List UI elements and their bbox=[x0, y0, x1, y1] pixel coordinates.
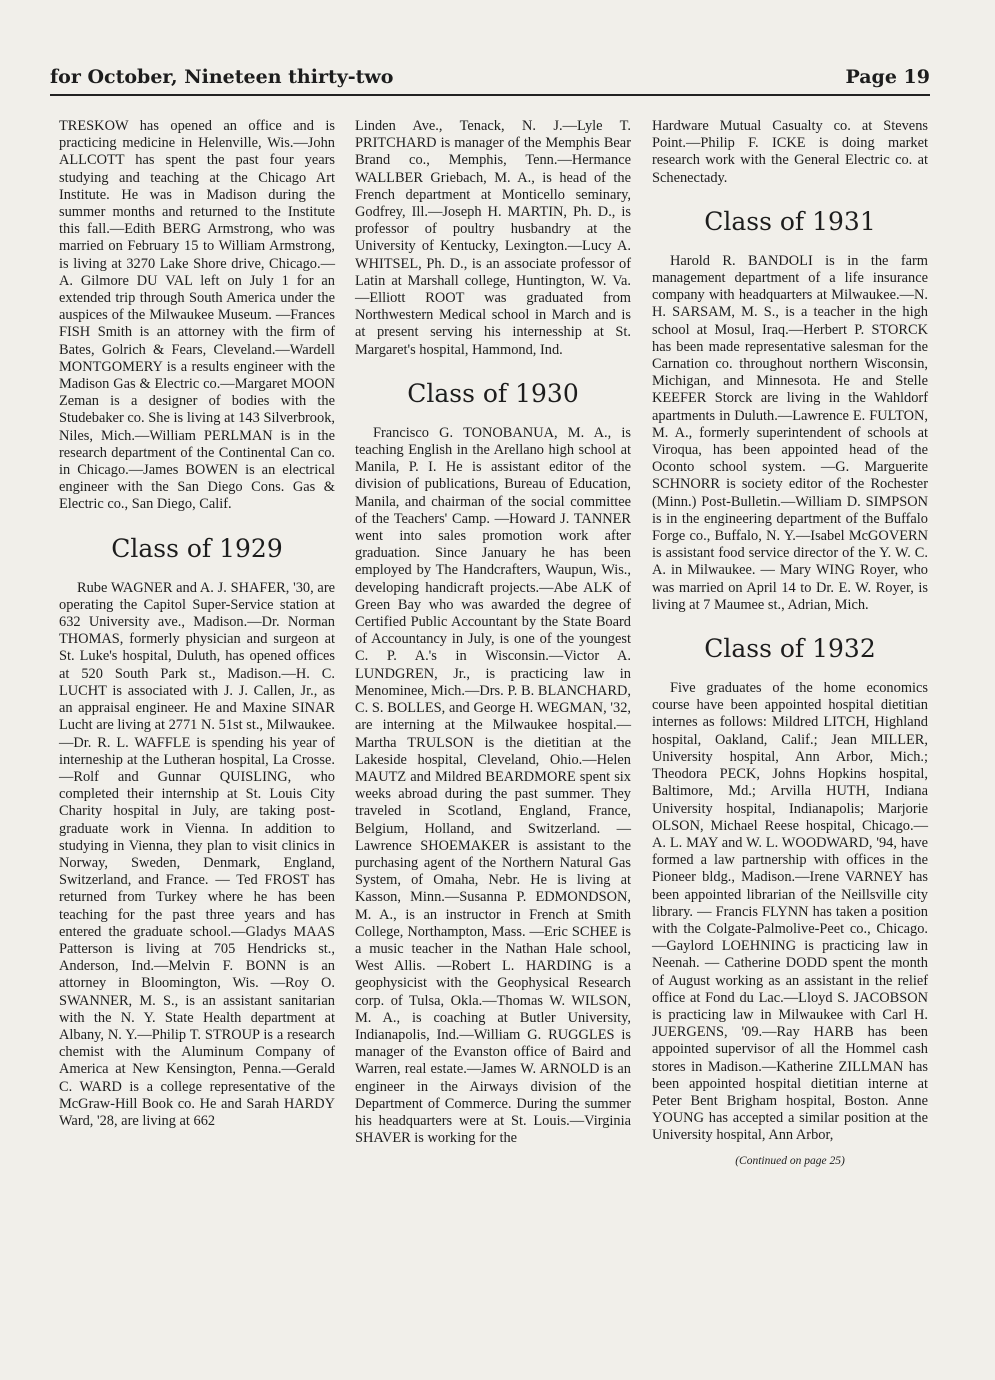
heading-class-of-1929: Class of 1929 bbox=[111, 533, 283, 563]
page-header bbox=[50, 64, 930, 96]
heading-class-of-1931: Class of 1931 bbox=[704, 206, 876, 236]
paragraph-continued: Hardware Mutual Casualty co. at Stevens Point.—Philip F. ICKE is doing market research work with the General Electric co. at Schenectady. bbox=[652, 118, 928, 186]
column-middle bbox=[355, 118, 631, 1147]
column-right bbox=[652, 118, 928, 1170]
continued-note: (Continued on page 25) bbox=[735, 1154, 845, 1167]
paragraph-class-1932: Five graduates of the home economics course have been appointed hospital dietitian internes as follows: Mildred LITCH, Highland hospital, Oakland, Calif.; Jean MILLER, University hospital, Ann Arbor, Mich.; Theodora PECK, Johns Hopkins hospital, Baltimore, Md.; Arvilla HUTH, Indiana University hospital, Indianapolis; Marjorie OLSON, Michael Reese hospital, Chicago.—A. L. MAY and W. L. WOODWARD, '94, have formed a law partnership with offices in the Pioneer bldg., Madison.—Irene VARNEY has been appointed librarian of the Neillsville city library. — Francis FLYNN has taken a position with the Colgate-Palmolive-Peet co., Chicago.—Gaylord LOEHNING is practicing law in Neenah. — Catherine DODD spent the month of August working as an assistant in the relief office at Fond du Lac.—Lloyd S. JACOBSON is practicing law in Milwaukee with Carl H. JUERGENS, '09.—Ray HARB has been appointed supervisor of all the Hommel cash stores in Madison.—Katherine ZILLMAN has been appointed hospital dietitian interne at Peter Bent Brigham hospital, Boston. Anne YOUNG has accepted a similar position at the University hospital, Ann Arbor, bbox=[652, 680, 928, 1144]
heading-class-of-1930: Class of 1930 bbox=[407, 378, 579, 408]
issue-date: for October, Nineteen thirty-two bbox=[50, 66, 394, 88]
page-number: Page 19 bbox=[845, 66, 930, 88]
paragraph-continued: TRESKOW has opened an office and is practicing medicine in Helenville, Wis.—John ALLCOTT has spent the past four years studying and teaching at the Chicago Art Institute. He was in Madison during the summer months and returned to the Institute this fall.—Edith BERG Armstrong, who was married on February 15 to William Armstrong, is living at 3270 Lake Shore drive, Chicago.—A. Gilmore DU VAL left on July 1 for an extended trip through South America under the auspices of the Milwaukee Museum. —Frances FISH Smith is an attorney with the firm of Bates, Golrich & Fears, Cleveland.—Wardell MONTGOMERY is a results engineer with the Madison Gas & Electric co.—Margaret MOON Zeman is a designer of bodies with the Studebaker co. She is living at 143 Silverbrook, Niles, Mich.—William PERLMAN is in the research department of the Continental Can co. in Chicago.—James BOWEN is an electrical engineer with the San Diego Cons. Gas & Electric co., San Diego, Calif. bbox=[59, 118, 335, 513]
column-left bbox=[59, 118, 335, 1130]
paragraph-continued: Linden Ave., Tenack, N. J.—Lyle T. PRITCHARD is manager of the Memphis Bear Brand co., Memphis, Tenn.—Hermance WALLBER Griebach, M. A., is head of the French department at Monticello seminary, Godfrey, Ill.—Joseph H. MARTIN, Ph. D., is professor of poultry husbandry at the University of Kentucky, Lexington.—Lucy A. WHITSEL, Ph. D., is an associate professor of Latin at Marshall college, Huntington, W. Va.—Elliott ROOT was graduated from Northwestern Medical school in March and is at present serving his internesship at St. Margaret's hospital, Hammond, Ind. bbox=[355, 118, 631, 358]
paragraph-class-1930: Francisco G. TONOBANUA, M. A., is teaching English in the Arellano high school at Manila, P. I. He is assistant editor of the division of publications, Bureau of Education, Manila, and chairman of the social committee of the Teachers' Camp. —Howard J. TANNER went into sales promotion work after graduation. Since January he has been employed by The Handcrafters, Waupun, Wis., developing handicraft projects.—Abe ALK of Green Bay who was awarded the degree of Certified Public Accountant by the State Board of Accountancy in July, is one of the youngest C. P. A.'s in Wisconsin.—Victor A. LUNDGREN, Jr., is practicing law in Menominee, Mich.—Drs. P. B. BLANCHARD, C. S. BOLLES, and George H. WEGMAN, '32, are interning at the Milwaukee hospital.—Martha TRULSON is the dietitian at the Lakeside hospital, Cleveland, Ohio.—Helen MAUTZ and Mildred BEARDMORE spent six weeks abroad during the past summer. They traveled in Scotland, England, France, Belgium, Holland, and Switzerland. — Lawrence SHOEMAKER is assistant to the purchasing agent of the Northern Natural Gas System, of Omaha, Nebr. He is living at Kasson, Minn.—Susanna P. EDMONDSON, M. A., is an instructor in French at Smith College, Northampton, Mass. —Eric SCHEE is a music teacher in the Nathan Hale school, West Allis. —Robert L. HARDING is a geophysicist with the Geophysical Research corp. of Tulsa, Okla.—Thomas W. WILSON, M. A., is coaching at Butler University, Indianapolis, Ind.—William G. RUGGLES is manager of the Evanston office of Baird and Warren, real estate.—James W. ARNOLD is an engineer in the Airways division of the Department of Commerce. During the summer his headquarters were at St. Louis.—Virginia SHAVER is working for the bbox=[355, 424, 631, 1147]
heading-class-of-1932: Class of 1932 bbox=[704, 634, 876, 664]
paragraph-class-1931: Harold R. BANDOLI is in the farm management department of a life insurance company with headquarters at Milwaukee.—N. H. SARSAM, M. S., is a teacher in the high school at Mosul, Iraq.—Herbert P. STORCK has been made representative salesman for the Carnation co. throughout northern Wisconsin, Michigan, and Minnesota. He and Stelle KEEFER Storck are living in the Wahldorf apartments in Duluth.—Lawrence E. FULTON, M. A., formerly superintendent of schools at Viroqua, has been appointed head of the Oconto school system. —G. Marguerite SCHNORR is society editor of the Rochester (Minn.) Post-Bulletin.—William D. SIMPSON is in the engineering department of the Buffalo Forge co., Buffalo, N. Y.—Isabel McGOVERN is assistant food service director of the Y. W. C. A. in Milwaukee. — Mary WING Royer, who was married on April 14 to Dr. E. W. Royer, is living at 7 Maumee st., Adrian, Mich. bbox=[652, 252, 928, 613]
paragraph-class-1929: Rube WAGNER and A. J. SHAFER, '30, are operating the Capitol Super-Service station at 632 University ave., Madison.—Dr. Norman THOMAS, formerly physician and surgeon at St. Luke's hospital, Duluth, has opened offices at 520 South Park st., Madison.—H. C. LUCHT is associated with J. J. Callen, Jr., as an appraisal engineer. He and Maxine SINAR Lucht are living at 2771 N. 51st st., Milwaukee.—Dr. R. L. WAFFLE is spending his year of interneship at the Lutheran hospital, La Crosse.—Rolf and Gunnar QUISLING, who completed their internship at St. Louis City Charity hospital in July, are taking post-graduate work in Vienna. In addition to studying in Vienna, they plan to visit clinics in Norway, Sweden, Denmark, England, Switzerland, and France. — Ted FROST has returned from Turkey where he has been teaching for the past three years and has entered the graduate school.—Gladys MAAS Patterson is living at 705 Hendricks st., Anderson, Ind.—Melvin F. BONN is an attorney in Bloomington, Wis. —Roy O. SWANNER, M. S., is an assistant sanitarian with the N. Y. State Health department at Albany, N. Y.—Philip T. STROUP is a research chemist with the Aluminum Company of America at New Kensington, Penna.—Gerald C. WARD is a college representative of the McGraw-Hill Book co. He and Sarah HARDY Ward, '28, are living at 662 bbox=[59, 579, 335, 1129]
